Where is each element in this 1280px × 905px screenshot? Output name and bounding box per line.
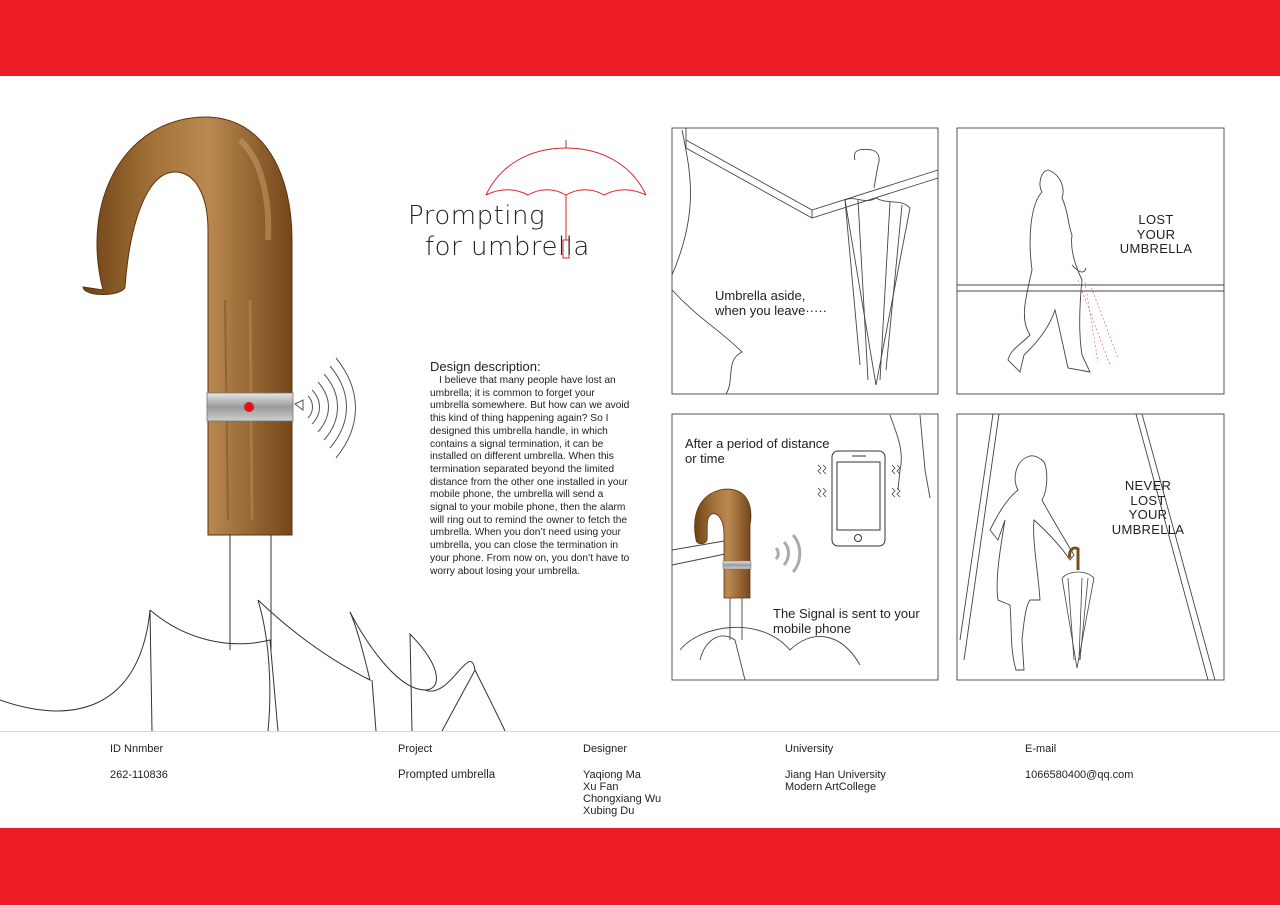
panel4-caption-line-3: YOUR — [1128, 507, 1168, 522]
panel4-caption-line-4: UMBRELLA — [1111, 521, 1185, 537]
footer-email — [1025, 743, 1133, 781]
footer-designer-label: Designer — [583, 743, 628, 755]
footer-project — [398, 743, 495, 781]
fallen-umbrella-dotted — [1078, 280, 1118, 365]
panel4-caption-line-1: NEVER — [1124, 478, 1172, 493]
panel3-bottom-line-2: mobile phone — [773, 621, 852, 636]
university-line: Modern ArtCollege — [785, 781, 877, 793]
footer-project-label: Project — [398, 743, 433, 755]
umbrella-handle-render — [83, 117, 293, 535]
title-line-2: for umbrella — [425, 232, 590, 262]
panel4-caption-line-2: LOST — [1130, 492, 1166, 508]
footer-designer — [583, 743, 661, 817]
panel3-top-line-2: or time — [685, 451, 725, 466]
panel-lost-umbrella — [957, 128, 1224, 394]
signal-waves-icon — [776, 535, 800, 572]
panel2-caption — [1108, 213, 1204, 257]
designer-name: Xu Fan — [583, 781, 619, 793]
panel1-caption — [715, 288, 827, 318]
panel3-caption-bottom — [773, 606, 920, 636]
panel1-caption-line-1: Umbrella aside, — [715, 288, 806, 303]
footer-project-value: Prompted umbrella — [398, 769, 496, 781]
footer-university-label: University — [785, 743, 834, 755]
panel3-top-line-1: After a period of distance — [685, 436, 830, 451]
footer-email-label: E-mail — [1025, 743, 1057, 755]
footer-email-value: 1066580400@qq.com — [1025, 769, 1134, 781]
university-line: Jiang Han University — [785, 769, 886, 781]
panel2-caption-line-1: LOST — [1138, 212, 1174, 227]
mobile-phone-icon — [832, 451, 885, 546]
panel3-bottom-line-1: The Signal is sent to your — [773, 606, 920, 621]
footer-id-value: 262-110836 — [110, 769, 168, 781]
vibration-icon — [818, 465, 900, 497]
poster-title — [408, 201, 590, 263]
signal-dot — [244, 402, 254, 412]
panel-never-lost — [957, 414, 1224, 680]
footer-id-label: ID Nnmber — [110, 743, 164, 755]
footer-university — [785, 743, 886, 793]
designer-name: Chongxiang Wu — [583, 793, 662, 805]
footer-id — [110, 743, 168, 781]
panel2-caption-line-3: UMBRELLA — [1119, 241, 1193, 256]
designer-name: Yaqiong Ma — [583, 769, 641, 781]
signal-waves-icon — [295, 358, 356, 458]
description-body: I believe that many people have lost an umbrella; it is common to forget your umbrella somewhere. But how can we avoid this kind of thing happening again? So I designed this umbrella handle, in which contains a signal termination, it can be installed on different umbrella. When this termination separated beyond the limited distance from the other one installed in your mobile phone, the umbrella will send a signal to your mobile phone, then the alarm will ring out to remind the owner to fetch the umbrella. When you don’t need using your umbrella, you can close the termination in your phone. From now on, you don’t have to worry about losing your umbrella. — [430, 375, 630, 577]
title-line-1: Prompting — [408, 201, 546, 231]
panel-umbrella-aside — [672, 128, 938, 394]
panel2-caption-line-2: YOUR — [1136, 226, 1176, 242]
panel4-caption — [1100, 479, 1196, 537]
panel1-caption-line-2: when you leave····· — [715, 303, 827, 318]
panel3-caption-top — [685, 436, 830, 466]
design-description — [430, 359, 630, 578]
designer-name: Xubing Du — [583, 805, 635, 817]
description-heading: Design description: — [430, 359, 541, 374]
